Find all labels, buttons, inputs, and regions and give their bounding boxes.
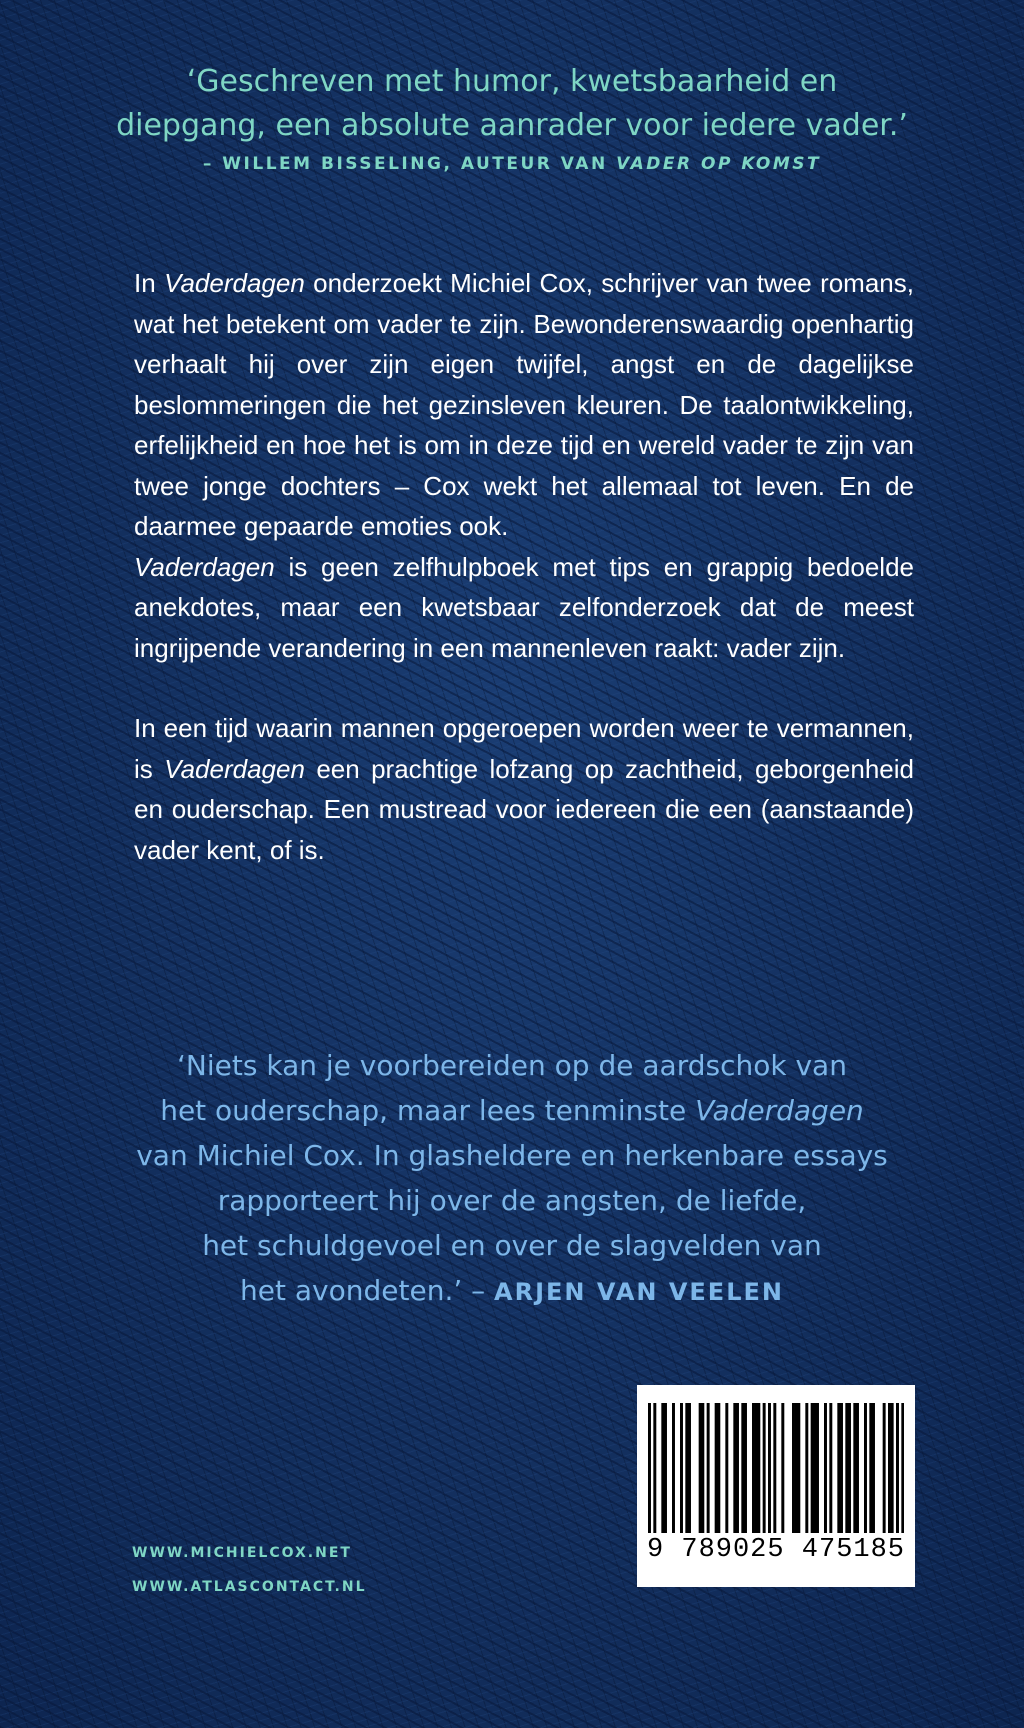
p3-book-title: Vaderdagen [164,753,305,784]
barcode-bar [848,1403,851,1533]
top-blurb [0,60,1024,178]
barcode-bars [648,1403,904,1533]
barcode-bar [768,1403,771,1533]
barcode-bar [744,1403,747,1533]
website-links [132,1536,367,1604]
top-blurb-line-1: ‘Geschreven met humor, kwetsbaarheid en [186,64,838,99]
p2-text: is geen zelfhulpboek met tips en grappig bedoelde anekdotes, maar een kwetsbaar zelfonderzoek dat de meest ingrijpende verandering in een mannenleven raakt: vader zijn. [134,551,914,663]
bottom-blurb-line-6 [0,1268,1024,1315]
barcode-bar [792,1403,795,1533]
barcode-bar [755,1403,758,1533]
barcode-bar [653,1403,656,1533]
barcode-bar [811,1403,814,1533]
author-website-link[interactable]: WWW.MICHIELCOX.NET [132,1545,352,1561]
barcode-bar [699,1403,702,1533]
barcode-bar [816,1403,819,1533]
barcode-bar [701,1403,704,1533]
p3-lead: In een tijd waarin mannen opgeroepen worden weer te vermannen, is [134,713,914,784]
p3-text: een prachtige lofzang op zachtheid, geborgenheid en ouderschap. Een mustread voor iedereen die een (aanstaande) vader kent, of is. [134,753,915,865]
barcode-bar [757,1403,760,1533]
bottom-blurb-line-6-text: het avondeten.’ – [240,1274,495,1307]
barcode-bar [741,1403,744,1533]
barcode-bar [837,1403,840,1533]
barcode-bar [813,1403,816,1533]
barcode-bar [715,1403,718,1533]
barcode-bar [717,1403,720,1533]
bottom-blurb-line-1: ‘Niets kan je voorbereiden op de aardschok van [177,1049,847,1082]
barcode-bar [840,1403,843,1533]
p1-book-title: Vaderdagen [164,268,305,298]
p1-text: onderzoekt Michiel Cox, schrijver van twee romans, wat het betekent om vader te zijn. Bewonderenswaardig openhartig verhaalt hij over zijn eigen twijfel, angst en de dagelijkse beslommeringen die het gezinsleven kleuren. De taalontwikkeling, erfelijkheid en hoe het is om in deze tijd en wereld vader te zijn van twee jonge dochters – Cox wekt het allemaal tot leven. En de daarmee gepaarde emoties ook. [134,268,914,541]
publisher-website-link[interactable]: WWW.ATLASCONTACT.NL [132,1579,367,1595]
book-description [134,263,914,870]
barcode-bar [725,1403,728,1533]
barcode-bar [688,1403,691,1533]
barcode-bar [824,1403,827,1533]
barcode-bar [901,1403,904,1533]
barcode-bar [763,1403,766,1533]
barcode-bar [872,1403,875,1533]
bottom-blurb-line-4: rapporteert hij over de angsten, de liefde, [217,1184,807,1217]
barcode-bar [680,1403,683,1533]
barcode-bar [869,1403,872,1533]
barcode-bar [896,1403,899,1533]
top-blurb-attribution-book: VADER OP KOMST [616,154,822,174]
isbn-number: 9 789025 475185 [646,1535,906,1565]
barcode-bar [664,1403,667,1533]
bottom-blurb-author: ARJEN VAN VEELEN [494,1278,784,1306]
top-blurb-attribution-author: – WILLEM BISSELING, AUTEUR VAN [202,154,617,174]
description-paragraph-3 [134,708,914,870]
barcode-bar [707,1403,710,1533]
barcode-bar [773,1403,776,1533]
isbn-barcode [637,1385,915,1587]
barcode-bar [685,1403,688,1533]
barcode-bar [829,1403,832,1533]
barcode-bar [805,1403,808,1533]
barcode-bar [752,1403,755,1533]
description-paragraph-1 [134,263,914,547]
barcode-bar [856,1403,859,1533]
barcode-bar [661,1403,664,1533]
bottom-blurb-line-2 [0,1088,1024,1133]
barcode-bar [891,1403,894,1533]
barcode-bar [797,1403,800,1533]
barcode-bar [888,1403,891,1533]
barcode-bar [845,1403,848,1533]
description-paragraph-2 [134,547,914,669]
barcode-bar [853,1403,856,1533]
barcode-bar [736,1403,739,1533]
p1-lead: In [134,268,165,298]
bottom-blurb [0,1043,1024,1315]
top-blurb-line-2: diepgang, een absolute aanrader voor iedere vader.’ [116,108,908,143]
top-blurb-attribution [0,150,1024,178]
barcode-bar [648,1403,651,1533]
bottom-blurb-book-title: Vaderdagen [695,1094,864,1127]
bottom-blurb-line-2-text: het ouderschap, maar lees tenminste [160,1094,696,1127]
barcode-bar [672,1403,675,1533]
barcode-bar [883,1403,886,1533]
bottom-blurb-line-3: van Michiel Cox. In glasheldere en herkenbare essays [136,1139,888,1172]
p2-book-title: Vaderdagen [134,551,275,582]
barcode-bar [733,1403,736,1533]
bottom-blurb-line-5: het schuldgevoel en over de slagvelden van [202,1229,822,1262]
barcode-bar [795,1403,798,1533]
barcode-bar [781,1403,784,1533]
barcode-bar [864,1403,867,1533]
